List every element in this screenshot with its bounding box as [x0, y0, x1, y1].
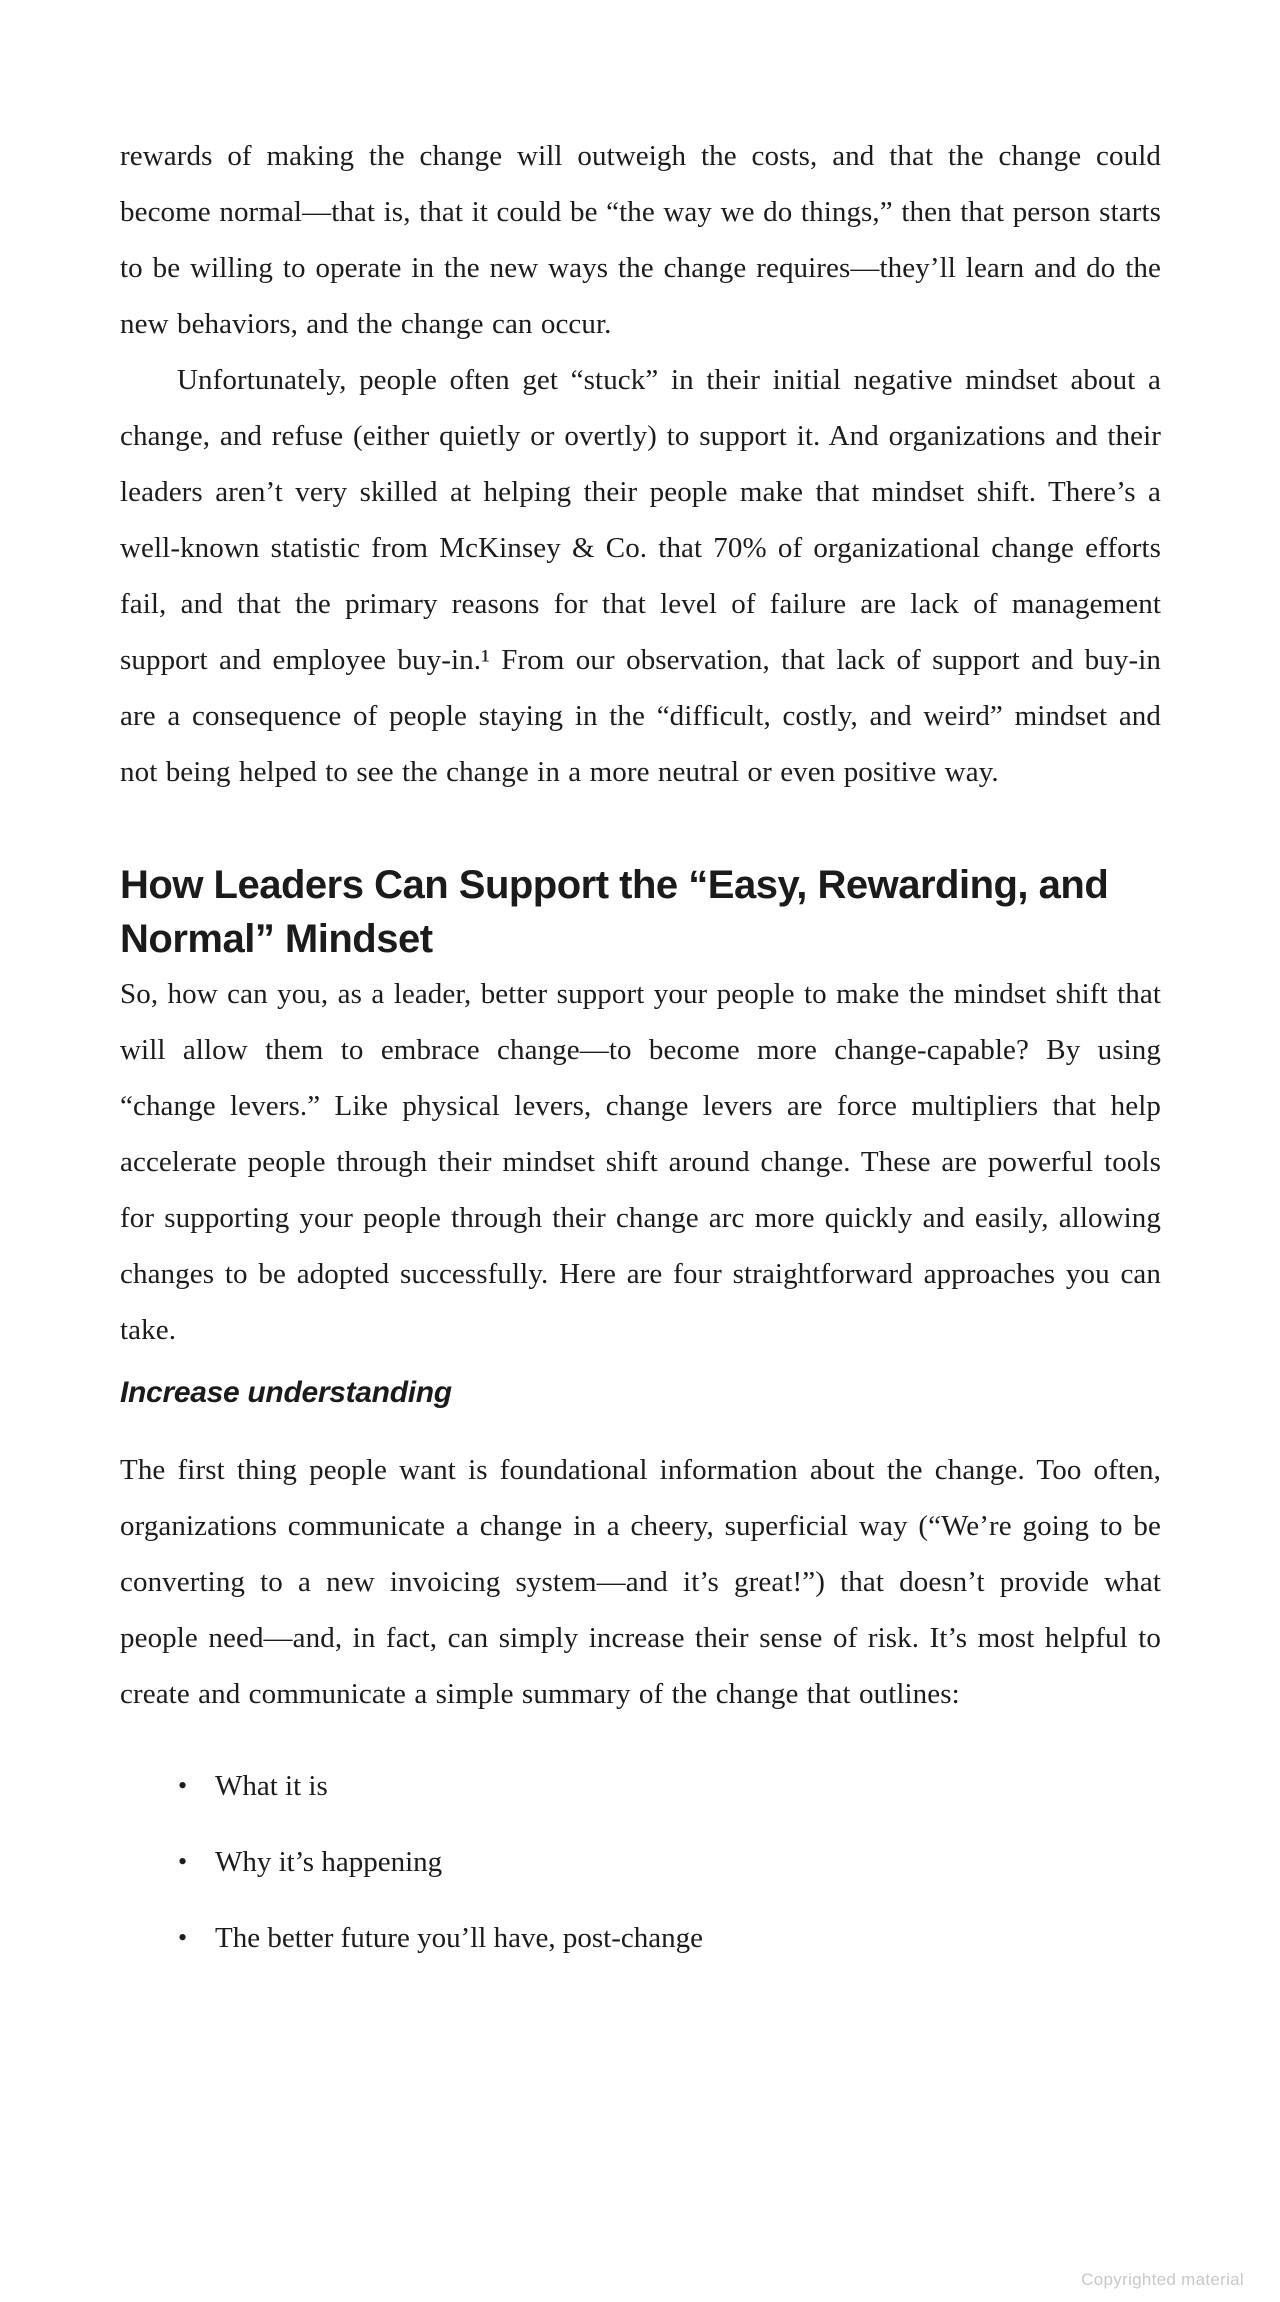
section-heading-line-2: Normal” Mindset	[120, 917, 433, 961]
bullet-list	[120, 1758, 1161, 1966]
list-item-text: Why it’s happening	[215, 1846, 443, 1878]
list-item-text: The better future you’ll have, post-change	[215, 1922, 703, 1954]
subsection-heading: Increase understanding	[120, 1376, 452, 1409]
bullet-icon: •	[178, 1847, 188, 1876]
page-content	[120, 128, 1161, 1986]
paragraph-stuck-mindset: Unfortunately, people often get “stuck” in their initial negative mindset about a change, and refuse (either quietly or overtly) to support it. And organizations and their leaders aren’t very skilled at helping their people make that mindset shift. There’s a well-known statistic from McKinsey & Co. that 70% of organizational change efforts fail, and that the primary reasons for that level of failure are lack of management support and employee buy-in.¹ From our observation, that lack of support and buy-in are a consequence of people staying in the “difficult, costly, and weird” mindset and not being helped to see the change in a more neutral or even positive way.	[120, 364, 1161, 788]
copyright-watermark: Copyrighted material	[1081, 2270, 1244, 2289]
list-item	[120, 1834, 1161, 1890]
paragraph-change-levers: So, how can you, as a leader, better support your people to make the mindset shift that will allow them to embrace change—to become more change-capable? By using “change levers.” Like physical levers, change levers are force multipliers that help accelerate people through their mindset shift around change. These are powerful tools for supporting your people through their change arc more quickly and easily, allowing changes to be adopted successfully. Here are four straightforward approaches you can take.	[120, 978, 1161, 1346]
paragraph-increase-understanding: The first thing people want is foundational information about the change. Too often, organizations communicate a change in a cheery, superficial way (“We’re going to be converting to a new invoicing system—and it’s great!”) that doesn’t provide what people need—and, in fact, can simply increase their sense of risk. It’s most helpful to create and communicate a simple summary of the change that outlines:	[120, 1454, 1161, 1710]
list-item-text: What it is	[215, 1770, 328, 1802]
bullet-icon: •	[178, 1923, 188, 1952]
list-item	[120, 1758, 1161, 1814]
paragraph-rewards: rewards of making the change will outweigh the costs, and that the change could become normal—that is, that it could be “the way we do things,” then that person starts to be willing to operate in the new ways the change requires—they’ll learn and do the new behaviors, and the change can occur.	[120, 140, 1161, 340]
list-item	[120, 1910, 1161, 1966]
section-heading-line-1: How Leaders Can Support the “Easy, Rewarding, and	[120, 863, 1109, 907]
bullet-icon: •	[178, 1771, 188, 1800]
section-heading	[120, 858, 1161, 966]
